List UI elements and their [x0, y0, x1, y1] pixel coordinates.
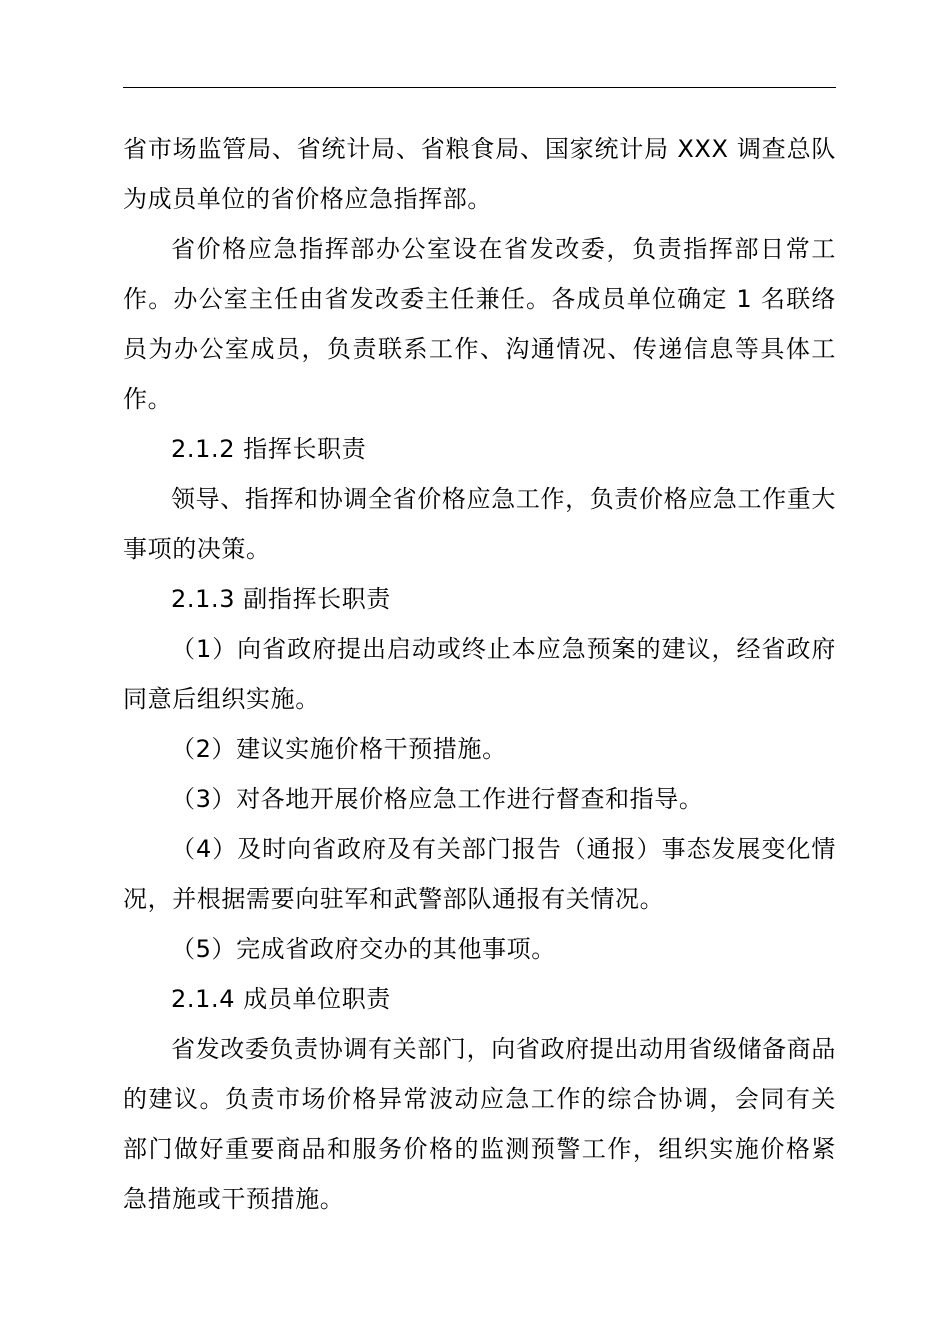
- list-item-5: （5）完成省政府交办的其他事项。: [171, 935, 556, 963]
- section-heading-2-1-3: 2.1.3 副指挥长职责: [171, 585, 391, 613]
- document-body: [123, 124, 836, 1224]
- list-item-2: （2）建议实施价格干预措施。: [171, 735, 507, 763]
- paragraph-commander-duties: 领导、指挥和协调全省价格应急工作，负责价格应急工作重大事项的决策。: [123, 485, 836, 563]
- paragraph-drc-duties: 省发改委负责协调有关部门，向省政府提出动用省级储备商品的建议。负责市场价格异常波动应急工作的综合协调，会同有关部门做好重要商品和服务价格的监测预警工作，组织实施价格紧急措施或干预措施。: [123, 1035, 836, 1213]
- paragraph-member-units: 省市场监管局、省统计局、省粮食局、国家统计局 XXX 调查总队为成员单位的省价格应急指挥部。: [123, 135, 836, 213]
- header-rule: [123, 87, 836, 88]
- paragraph-office: 省价格应急指挥部办公室设在省发改委，负责指挥部日常工作。办公室主任由省发改委主任兼任。各成员单位确定 1 名联络员为办公室成员，负责联系工作、沟通情况、传递信息等具体工作。: [123, 235, 836, 413]
- list-item-1: （1）向省政府提出启动或终止本应急预案的建议，经省政府同意后组织实施。: [123, 635, 836, 713]
- section-heading-2-1-2: 2.1.2 指挥长职责: [171, 435, 367, 463]
- list-item-4: （4）及时向省政府及有关部门报告（通报）事态发展变化情况，并根据需要向驻军和武警部队通报有关情况。: [123, 835, 836, 913]
- list-item-3: （3）对各地开展价格应急工作进行督查和指导。: [171, 785, 704, 813]
- section-heading-2-1-4: 2.1.4 成员单位职责: [171, 985, 391, 1013]
